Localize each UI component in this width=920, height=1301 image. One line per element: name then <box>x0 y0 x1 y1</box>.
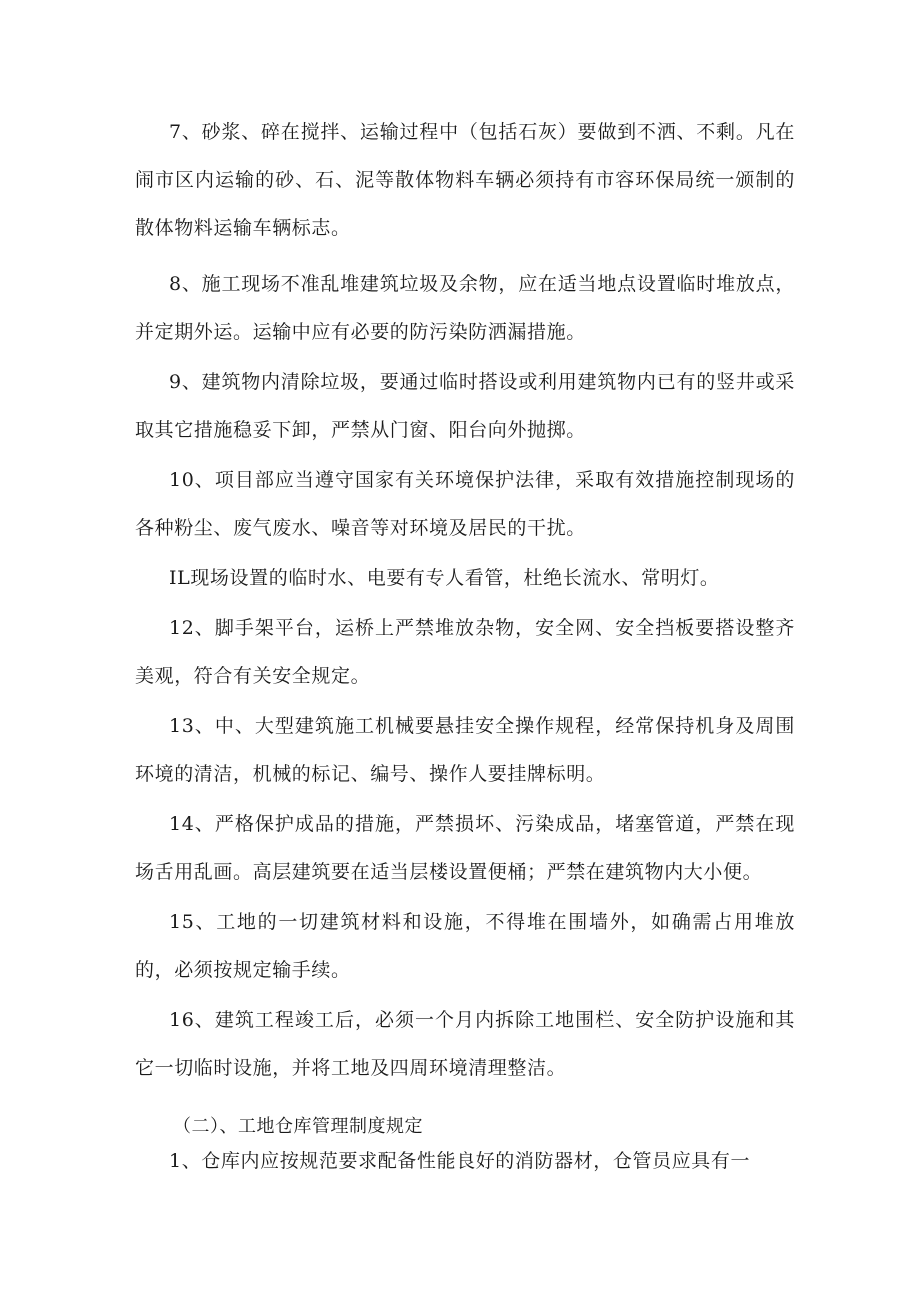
paragraph-warehouse-1: 1、仓库内应按规范要求配备性能良好的消防器材，仓管员应具有一 <box>169 1150 751 1172</box>
paragraph-9: 9、建筑物内清除垃圾，要通过临时搭设或利用建筑物内已有的竖井或采取其它措施稳妥下卸，严禁从门窗、阳台向外抛掷。 <box>135 371 795 441</box>
paragraph-16: 16、建筑工程竣工后，必须一个月内拆除工地围栏、安全防护设施和其它一切临时设施，并将工地及四周环境清理整洁。 <box>135 1009 795 1079</box>
paragraph-7: 7、砂浆、碎在搅拌、运输过程中（包括石灰）要做到不洒、不剩。凡在闹市区内运输的砂、石、泥等散体物料车辆必须持有市容环保局统一颁制的散体物料运输车辆标志。 <box>135 121 795 239</box>
paragraph-10: 10、项目部应当遵守国家有关环境保护法律，采取有效措施控制现场的各种粉尘、废气废水、噪音等对环境及居民的干扰。 <box>135 469 795 539</box>
paragraph-12: 12、脚手架平台，运桥上严禁堆放杂物，安全网、安全挡板要搭设整齐美观，符合有关安全规定。 <box>135 617 795 687</box>
paragraph-13: 13、中、大型建筑施工机械要悬挂安全操作规程，经常保持机身及周围环境的清洁，机械的标记、编号、操作人要挂牌标明。 <box>135 715 795 785</box>
paragraph-8: 8、施工现场不准乱堆建筑垃圾及余物，应在适当地点设置临时堆放点，并定期外运。运输中应有必要的防污染防洒漏措施。 <box>135 273 795 343</box>
paragraph-14: 14、严格保护成品的措施，严禁损坏、污染成品，堵塞管道，严禁在现场舌用乱画。高层建筑要在适当层楼设置便桶；严禁在建筑物内大小便。 <box>135 813 795 883</box>
section-heading: （二）、工地仓库管理制度规定 <box>173 1116 423 1137</box>
paragraph-11: IL现场设置的临时水、电要有专人看管，杜绝长流水、常明灯。 <box>169 567 720 589</box>
paragraph-15: 15、工地的一切建筑材料和设施，不得堆在围墙外，如确需占用堆放的，必须按规定输手续。 <box>135 911 795 981</box>
